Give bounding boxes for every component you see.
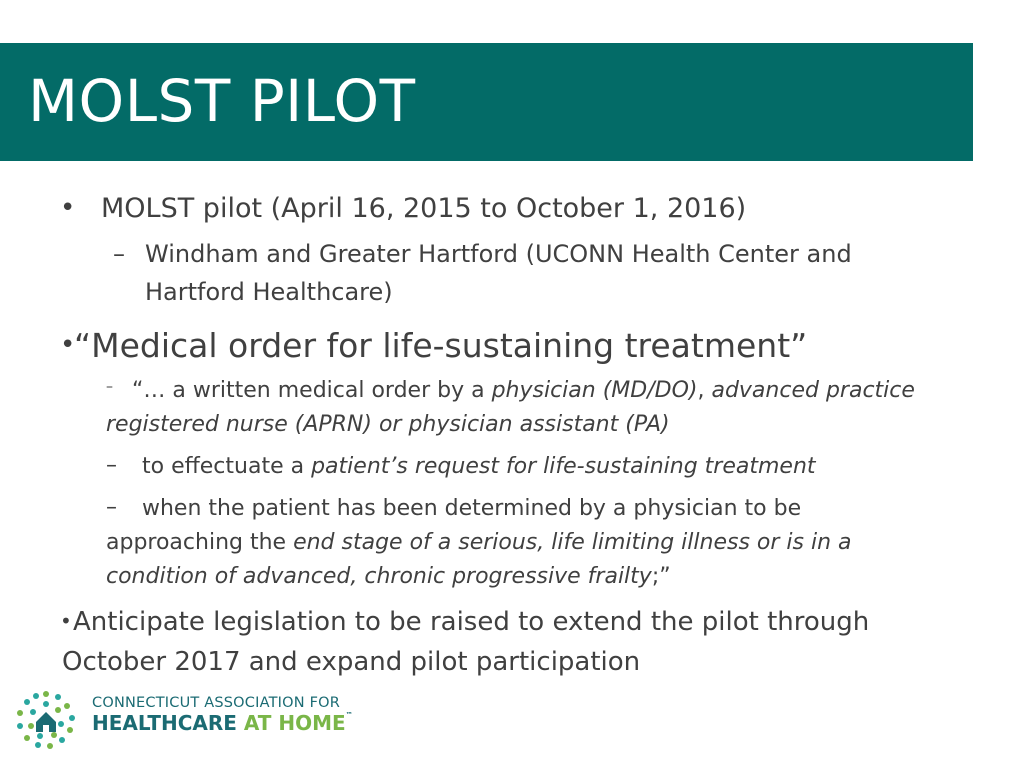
bullet-marker: • [60,193,76,223]
bullet-anticipate-line2: October 2017 and expand pilot participation [62,647,641,677]
dash-marker: – [106,453,117,478]
dash-marker: – [113,240,125,268]
logo-healthcare-at-home: HEALTHCARE AT HOME™ [92,711,353,735]
dash-marker: – [106,379,113,395]
bullet-marker: • [60,609,72,633]
bullet-marker: • [60,330,76,360]
sub-bullet-when-line2: approaching the end stage of a serious, life limiting illness or is in a [106,530,852,555]
sub-bullet-region-line1: Windham and Greater Hartford (UCONN Health Center and [145,240,852,268]
bullet-molst-pilot: MOLST pilot (April 16, 2015 to October 1, 2016) [101,193,747,224]
sub-bullet-region-line2: Hartford Healthcare) [145,278,393,306]
logo-association-name: CONNECTICUT ASSOCIATION FOR [92,695,341,711]
sub-bullet-when-line3: condition of advanced, chronic progressive frailty;” [106,564,671,589]
sub-bullet-effectuate: to effectuate a patient’s request for life-sustaining treatment [142,454,816,479]
dash-marker: – [106,495,117,520]
sub-bullet-when-line1: when the patient has been determined by a physician to be [142,496,802,521]
sub-bullet-definition-line2: registered nurse (APRN) or physician assistant (PA) [106,412,670,437]
slide-title: MOLST PILOT [28,67,416,135]
sub-bullet-definition-line1: “… a written medical order by a physician (MD/DO), advanced practice [132,378,915,403]
bullet-anticipate-line1: Anticipate legislation to be raised to extend the pilot through [73,607,870,637]
bullet-medical-order: “Medical order for life-sustaining treatment” [74,326,808,365]
association-logo-icon [14,688,78,752]
